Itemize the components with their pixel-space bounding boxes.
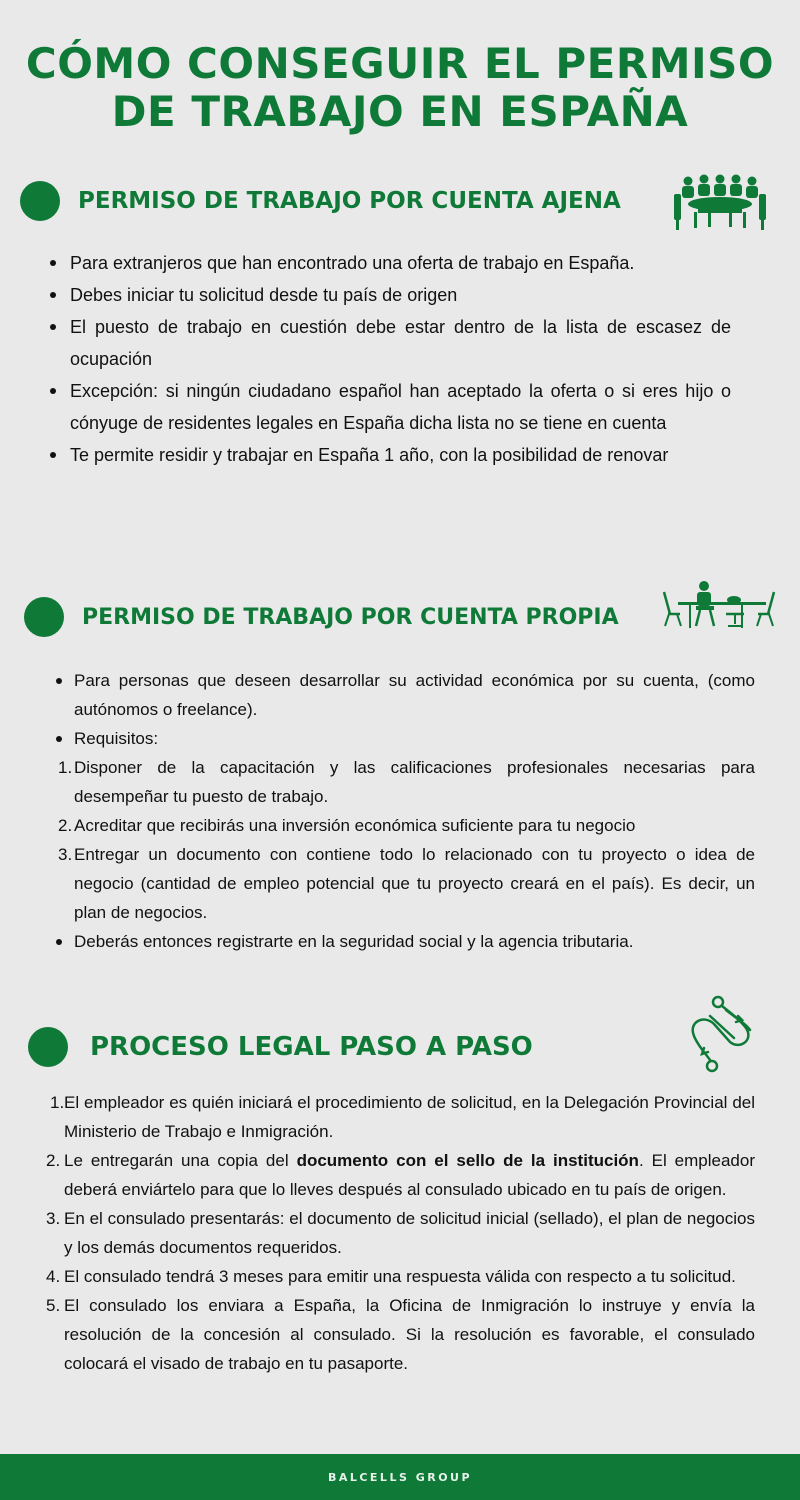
list-item: Para personas que deseen desarrollar su actividad económica por su cuenta, (como autónomos o freelance). <box>54 666 755 724</box>
step-text-pre: Le entregarán una copia del <box>64 1151 297 1170</box>
requirement-item <box>54 840 755 927</box>
step-text: El empleador es quién iniciará el procedimiento de solicitud, en la Delegación Provincial del Ministerio de Trabajo e Inmigración. <box>64 1093 755 1141</box>
section-header-cuenta-propia <box>24 597 619 637</box>
section-header-cuenta-ajena <box>20 181 621 221</box>
list-item: Excepción: si ningún ciudadano español han aceptado la oferta o si eres hijo o cónyuge de residentes legales en España dicha lista no se tiene en cuenta <box>48 375 731 439</box>
list-item: El puesto de trabajo en cuestión debe estar dentro de la lista de escasez de ocupación <box>48 311 731 375</box>
page-title-line-1: CÓMO CONSEGUIR EL PERMISO <box>25 39 775 88</box>
proceso-steps-list <box>36 1088 755 1378</box>
page-title <box>0 40 800 136</box>
coworking-desk-icon <box>660 580 778 632</box>
cuenta-ajena-list <box>48 247 731 471</box>
footer-brand: BALCELLS GROUP <box>327 1470 473 1484</box>
requirement-text: Acreditar que recibirás una inversión económica suficiente para tu negocio <box>74 816 636 835</box>
step-number: 4. <box>46 1267 61 1286</box>
step-text-bold: documento con el sello de la institución <box>296 1151 639 1170</box>
section-header-proceso <box>28 1027 533 1067</box>
cuenta-propia-list <box>54 666 755 956</box>
list-item: Para extranjeros que han encontrado una oferta de trabajo en España. <box>48 247 731 279</box>
path-route-icon <box>684 994 756 1074</box>
requirement-text: Entregar un documento con contiene todo lo relacionado con tu proyecto o idea de negocio (cantidad de empleo potencial que tu proyecto creará en el país). Es decir, un plan de negocios. <box>74 845 755 922</box>
page-title-line-2: DE TRABAJO EN ESPAÑA <box>111 87 689 136</box>
requirement-item <box>54 753 755 811</box>
step-number: 3. <box>46 1209 61 1228</box>
step-item <box>36 1262 755 1291</box>
step-number: 2. <box>46 1151 61 1170</box>
list-item: Debes iniciar tu solicitud desde tu país de origen <box>48 279 731 311</box>
requirement-number: 1. <box>58 758 73 777</box>
step-item <box>36 1291 755 1378</box>
list-item: Requisitos: <box>54 724 755 753</box>
section-title-cuenta-ajena: PERMISO DE TRABAJO POR CUENTA AJENA <box>78 188 621 214</box>
requirement-item <box>54 811 755 840</box>
section-title-cuenta-propia: PERMISO DE TRABAJO POR CUENTA PROPIA <box>82 604 619 630</box>
section-dot <box>24 597 64 637</box>
step-text: En el consulado presentarás: el documento de solicitud inicial (sellado), el plan de negocios y los demás documentos requeridos. <box>64 1209 755 1257</box>
requirement-number: 2. <box>58 816 73 835</box>
requirement-text: Disponer de la capacitación y las calificaciones profesionales necesarias para desempeñar tu puesto de trabajo. <box>74 758 755 806</box>
requirement-number: 3. <box>58 845 73 864</box>
meeting-table-icon <box>672 172 768 234</box>
step-text: El consulado los enviara a España, la Oficina de Inmigración lo instruye y envía la resolución de la concesión al consulado. Si la resolución es favorable, el consulado colocará el visado de trabajo en tu pasaporte. <box>64 1296 755 1373</box>
step-text-post: . El empleador deberá enviártelo para que lo lleves después al consulado ubicado en tu país de origen. <box>64 1151 755 1199</box>
list-item: Deberás entonces registrarte en la seguridad social y la agencia tributaria. <box>54 927 755 956</box>
footer-bar <box>0 1454 800 1500</box>
step-item <box>36 1146 755 1204</box>
section-dot <box>28 1027 68 1067</box>
step-item <box>36 1204 755 1262</box>
section-dot <box>20 181 60 221</box>
step-number: 5. <box>46 1296 61 1315</box>
step-text: El consulado tendrá 3 meses para emitir una respuesta válida con respecto a tu solicitud. <box>64 1267 736 1286</box>
list-item: Te permite residir y trabajar en España 1 año, con la posibilidad de renovar <box>48 439 731 471</box>
section-title-proceso: PROCESO LEGAL PASO A PASO <box>90 1032 533 1062</box>
step-number: 1. <box>50 1093 65 1112</box>
step-item <box>36 1088 755 1146</box>
